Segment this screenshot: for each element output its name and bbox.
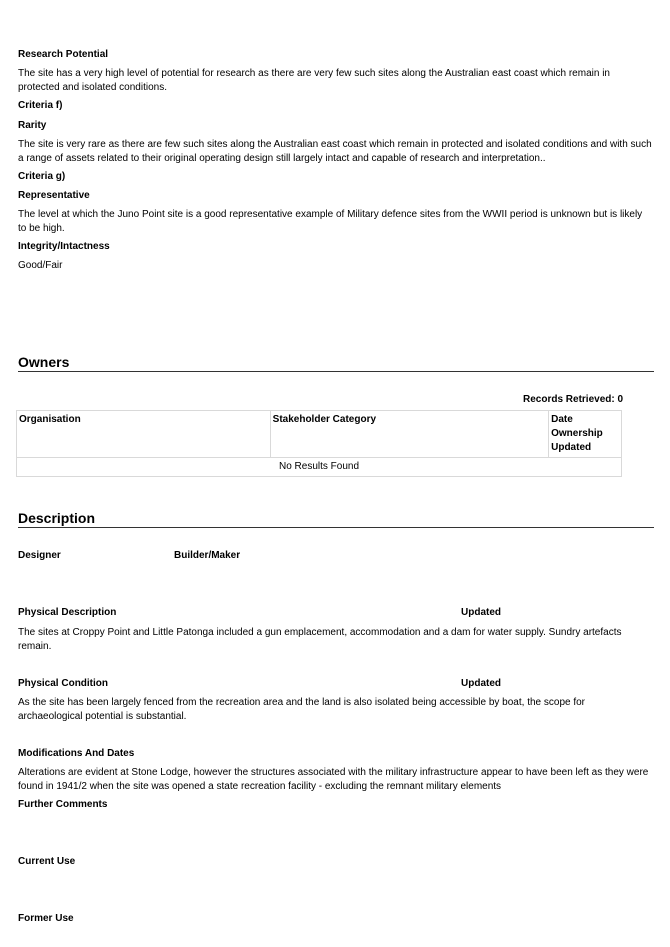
current-use-label: Current Use <box>18 856 76 867</box>
physical-description-updated-label: Updated <box>461 607 501 618</box>
physical-condition-heading: Physical Condition <box>18 678 109 689</box>
rarity-text: The site is very rare as there are few such sites along the Australian east coast which remain in protected and isolated conditions and with such a range of assets related to their original operating design still largely intact and capable of research and interpretation.. <box>18 139 652 164</box>
description-section-title: Description <box>18 510 96 526</box>
column-header-stakeholder-category: Stakeholder Category <box>270 411 548 458</box>
owners-table-header-row <box>17 411 622 458</box>
further-comments-label: Further Comments <box>18 799 108 810</box>
physical-description-text: The sites at Croppy Point and Little Patonga included a gun emplacement, accommodation and a dam for water supply. Sundry artefacts remain. <box>18 627 622 652</box>
integrity-heading: Integrity/Intactness <box>18 241 110 252</box>
research-potential-heading: Research Potential <box>18 49 109 60</box>
research-potential-text: The site has a very high level of potential for research as there are very few such sites along the Australian east coast which remain in protected and isolated conditions. <box>18 68 610 93</box>
modifications-text: Alterations are evident at Stone Lodge, however the structures associated with the military infrastructure appear to have been left as they were found in 1941/2 when the site was opened a state recreation facility - excluding the remnant military elements <box>18 767 649 792</box>
criteria-f-heading: Criteria f) <box>18 100 63 111</box>
column-header-date-ownership-updated: Date Ownership Updated <box>549 411 622 458</box>
representative-heading: Representative <box>18 190 90 201</box>
physical-condition-text: As the site has been largely fenced from the recreation area and the land is also isolated being accessible by boat, the scope for archaeological potential is substantial. <box>18 697 586 722</box>
owners-divider <box>18 371 654 372</box>
criteria-g-heading: Criteria g) <box>18 171 66 182</box>
integrity-value: Good/Fair <box>18 260 63 271</box>
physical-condition-updated-label: Updated <box>461 678 501 689</box>
description-divider <box>18 527 654 528</box>
former-use-label: Former Use <box>18 913 74 924</box>
no-results-message: No Results Found <box>17 458 622 477</box>
modifications-heading: Modifications And Dates <box>18 748 135 759</box>
column-header-organisation: Organisation <box>17 411 271 458</box>
designer-label: Designer <box>18 550 61 561</box>
owners-section-title: Owners <box>18 354 70 370</box>
records-retrieved-count: Records Retrieved: 0 <box>523 394 624 405</box>
builder-maker-label: Builder/Maker <box>174 550 241 561</box>
rarity-heading: Rarity <box>18 120 47 131</box>
owners-table <box>16 410 622 477</box>
table-row <box>17 458 622 477</box>
representative-text: The level at which the Juno Point site is a good representative example of Military defence sites from the WWII period is unknown but is likely to be high. <box>18 209 643 234</box>
physical-description-heading: Physical Description <box>18 607 117 618</box>
